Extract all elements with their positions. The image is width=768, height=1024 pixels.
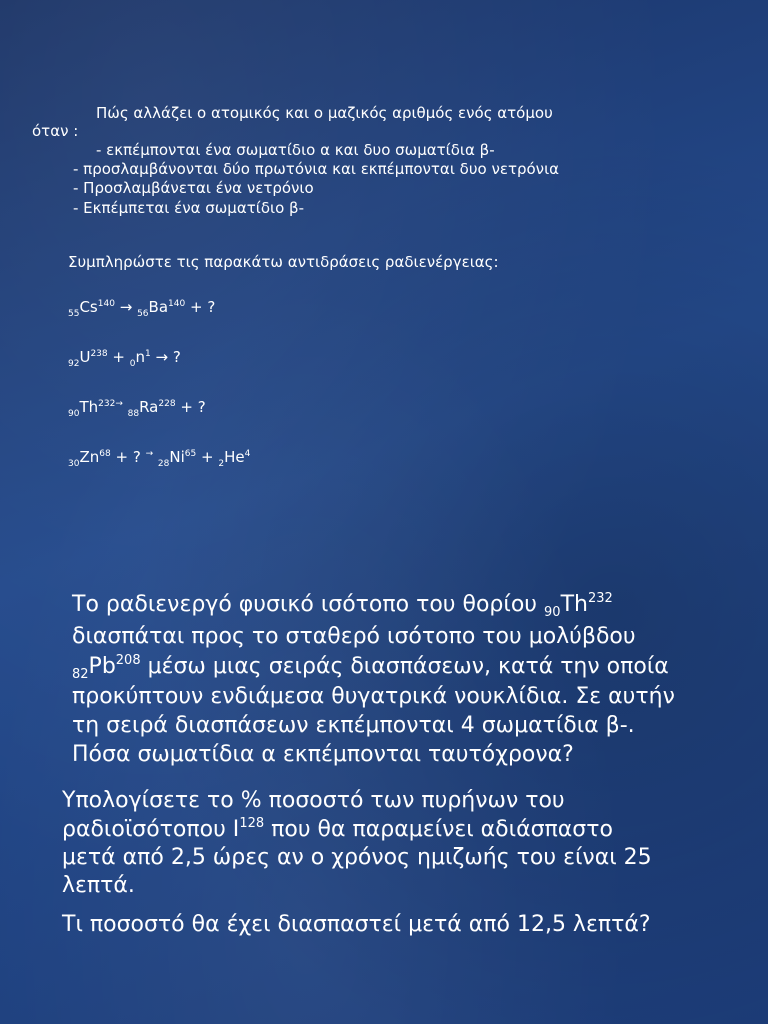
th-atomic: 90 <box>544 605 561 620</box>
r2-mass-1: 238 <box>90 349 108 359</box>
problem1-line2: διασπάται προς το σταθερό ισότοπο του μολύβδου <box>72 624 636 649</box>
pb-mass: 208 <box>115 653 141 668</box>
reactions-heading: Συμπληρώστε τις παρακάτω αντιδράσεις ραδιενέργειας: <box>68 253 499 271</box>
r4-symbol-3: He <box>224 448 245 466</box>
r4-mass-2: 65 <box>184 449 197 459</box>
th-mass: 232 <box>587 591 613 606</box>
question1-line4: - προσλαμβάνονται δύο πρωτόνια και εκπέμπονται δυο νετρόνια <box>73 160 560 178</box>
r3-atomic-1: 90 <box>68 409 80 419</box>
r3-symbol-2: Ra <box>139 398 159 416</box>
r4-symbol-1: Zn <box>79 448 100 466</box>
problem2-line4: λεπτά. <box>62 873 135 898</box>
reaction-1 <box>68 298 216 319</box>
th-symbol: Th <box>560 592 588 617</box>
problem2-line3: μετά από 2,5 ώρες αν ο χρόνος ημιζωής του είναι 25 <box>62 845 652 870</box>
r1-symbol-1: Cs <box>79 298 98 316</box>
problem1-line3 <box>72 652 669 682</box>
question1-line2: όταν : <box>32 122 79 140</box>
i-mass: 128 <box>239 816 265 831</box>
r2-mass-2: 1 <box>145 349 151 359</box>
problem2-text: που θα παραμείνει αδιάσπαστο <box>264 817 613 842</box>
problem1-line6: Πόσα σωματίδια α εκπέμπονται ταυτόχρονα? <box>72 742 574 767</box>
r1-unknown: + ? <box>189 298 216 316</box>
r3-atomic-2: 88 <box>127 409 140 419</box>
question1-line5: - Προσλαμβάνεται ένα νετρόνιο <box>73 179 314 197</box>
r3-mass-2: 228 <box>158 399 176 409</box>
r4-atomic-2: 28 <box>157 459 170 469</box>
r1-mass-2: 140 <box>168 299 186 309</box>
arrow-icon: → <box>155 348 169 366</box>
r2-symbol-2: n <box>135 348 146 366</box>
r4-mass-3: 4 <box>244 449 251 459</box>
r4-atomic-3: 2 <box>218 459 225 469</box>
problem1-line5: τη σειρά διασπάσεων εκπέμπονται 4 σωματίδια β-. <box>72 713 635 738</box>
r2-symbol-1: U <box>79 348 91 366</box>
problem2-line2 <box>62 815 613 845</box>
problem2-text: ραδιοϊσότοπου I <box>62 817 240 842</box>
problem1-line1 <box>72 590 613 620</box>
question1-line6: - Εκπέμπεται ένα σωματίδιο β- <box>73 199 305 217</box>
r4-mass-1: 68 <box>99 449 111 459</box>
r2-atomic-2: 0 <box>129 359 136 369</box>
r4-atomic-1: 30 <box>68 459 80 469</box>
r1-atomic-1: 55 <box>68 309 80 319</box>
r3-unknown: + ? <box>180 398 206 416</box>
r4-plus: + <box>200 448 214 466</box>
r1-mass-1: 140 <box>97 299 115 309</box>
problem1-text: μέσω μιας σειράς διασπάσεων, κατά την οποία <box>140 654 669 679</box>
arrow-icon: → <box>119 298 133 316</box>
r2-plus: + <box>112 348 125 366</box>
problem1-text: Το ραδιενεργό φυσικό ισότοπο του θορίου <box>72 592 545 617</box>
problem2-line5: Τι ποσοστό θα έχει διασπαστεί μετά από 12,5 λεπτά? <box>62 912 651 937</box>
r4-symbol-2: Ni <box>169 448 185 466</box>
r3-symbol-1: Th <box>79 398 99 416</box>
question1-line3: - εκπέμπονται ένα σωματίδιο α και δυο σωματίδια β- <box>96 141 495 159</box>
pb-symbol: Pb <box>88 654 116 679</box>
reaction-3 <box>68 398 206 419</box>
problem1-line4: προκύπτουν ενδιάμεσα θυγατρικά νουκλίδια. Σε αυτήν <box>72 684 675 709</box>
pb-atomic: 82 <box>72 667 89 682</box>
question1-line1: Πώς αλλάζει ο ατομικός και ο μαζικός αριθμός ενός ατόμου <box>96 104 553 122</box>
problem2-line1: Υπολογίσετε το % ποσοστό των πυρήνων του <box>62 788 565 813</box>
r2-atomic-1: 92 <box>68 359 80 369</box>
arrow-icon: → <box>145 449 154 459</box>
r1-symbol-2: Ba <box>148 298 169 316</box>
reaction-4 <box>68 448 251 469</box>
arrow-icon: → <box>115 399 123 409</box>
reaction-2 <box>68 348 181 369</box>
r1-atomic-2: 56 <box>137 309 149 319</box>
r3-mass-1: 232 <box>98 399 116 409</box>
r4-unknown: + ? <box>115 448 141 466</box>
r2-unknown: ? <box>172 348 181 366</box>
